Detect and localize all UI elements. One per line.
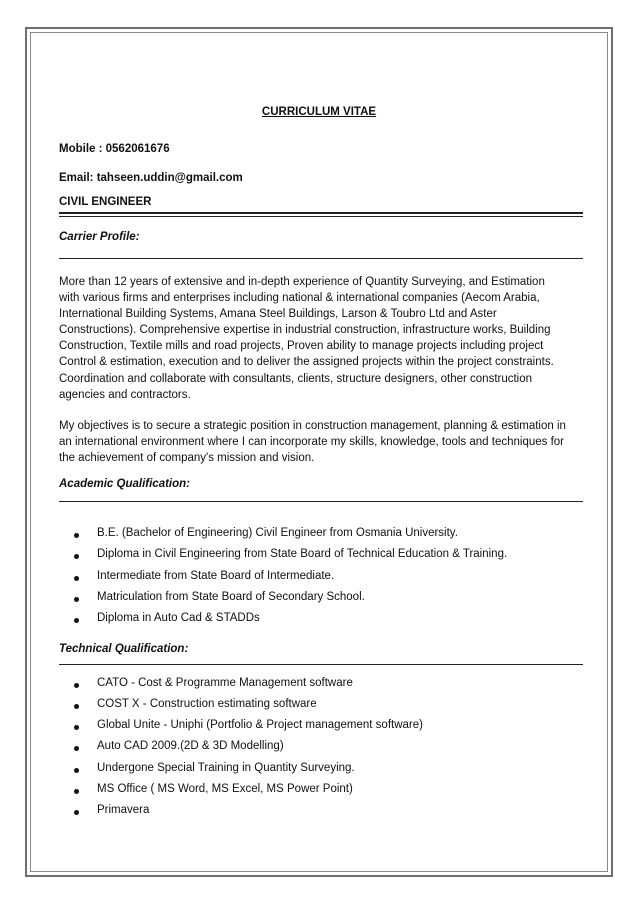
- divider-double-bottom: [59, 216, 583, 217]
- bullet-icon: [74, 533, 79, 538]
- profile-paragraph: [59, 274, 579, 403]
- mobile-number: Mobile : 0562061676: [59, 143, 170, 155]
- profile-line: International Building Systems, Amana Steel Buildings, Larson & Toubro Ltd and Aster: [59, 308, 497, 321]
- bullet-icon: [74, 683, 79, 688]
- list-item-text: Diploma in Civil Engineering from State Board of Technical Education & Training.: [97, 548, 508, 560]
- bullet-icon: [74, 576, 79, 581]
- technical-heading: Technical Qualification:: [59, 643, 189, 655]
- list-item-text: COST X - Construction estimating software: [97, 698, 317, 710]
- list-item-text: Intermediate from State Board of Intermediate.: [97, 570, 335, 582]
- list-item-text: Matriculation from State Board of Secondary School.: [97, 591, 365, 603]
- list-item-text: Global Unite - Uniphi (Portfolio & Project management software): [97, 719, 423, 731]
- bullet-icon: [74, 618, 79, 623]
- bullet-icon: [74, 746, 79, 751]
- profile-divider: [59, 258, 583, 259]
- profile-line: Construction, Textile mills and road projects, Proven ability to manage projects including project: [59, 340, 544, 353]
- list-item-text: CATO - Cost & Programme Management software: [97, 677, 353, 689]
- profile-line: Coordination and collaborate with consultants, clients, structure designers, other construction: [59, 372, 533, 385]
- objective-line: an international environment where I can incorporate my skills, knowledge, tools and techniques for: [59, 436, 565, 449]
- objective-line: the achievement of company's mission and vision.: [59, 452, 315, 465]
- profile-heading: Carrier Profile:: [59, 231, 140, 243]
- bullet-icon: [74, 789, 79, 794]
- list-item-text: Undergone Special Training in Quantity Surveying.: [97, 762, 355, 774]
- technical-divider: [59, 664, 583, 665]
- job-title: CIVIL ENGINEER: [59, 196, 152, 208]
- bullet-icon: [74, 554, 79, 559]
- profile-line: agencies and contractors.: [59, 388, 191, 401]
- profile-line: More than 12 years of extensive and in-depth experience of Quantity Surveying, and Estimation: [59, 276, 545, 288]
- list-item-text: Primavera: [97, 804, 150, 816]
- list-item-text: B.E. (Bachelor of Engineering) Civil Engineer from Osmania University.: [97, 527, 458, 539]
- list-item-text: Diploma in Auto Cad & STADDs: [97, 612, 260, 624]
- objective-line: My objectives is to secure a strategic position in construction management, planning & estimation in: [59, 420, 566, 432]
- bullet-icon: [74, 810, 79, 815]
- objective-paragraph: [59, 418, 579, 466]
- divider-double-top: [59, 212, 583, 214]
- profile-line: with various firms and enterprises including national & international companies (Aecom Arabia,: [59, 292, 540, 305]
- bullet-icon: [74, 704, 79, 709]
- academic-heading: Academic Qualification:: [59, 478, 191, 490]
- profile-line: Constructions). Comprehensive expertise in industrial construction, infrastructure works, Building: [59, 324, 551, 337]
- list-item-text: MS Office ( MS Word, MS Excel, MS Power Point): [97, 783, 353, 795]
- academic-divider: [59, 501, 583, 502]
- bullet-icon: [74, 597, 79, 602]
- email-address: Email: tahseen.uddin@gmail.com: [59, 172, 243, 184]
- profile-line: Control & estimation, execution and to deliver the assigned projects within the project constraints.: [59, 356, 554, 369]
- bullet-icon: [74, 768, 79, 773]
- bullet-icon: [74, 725, 79, 730]
- list-item-text: Auto CAD 2009.(2D & 3D Modelling): [97, 740, 284, 752]
- document-title: CURRICULUM VITAE: [261, 106, 377, 118]
